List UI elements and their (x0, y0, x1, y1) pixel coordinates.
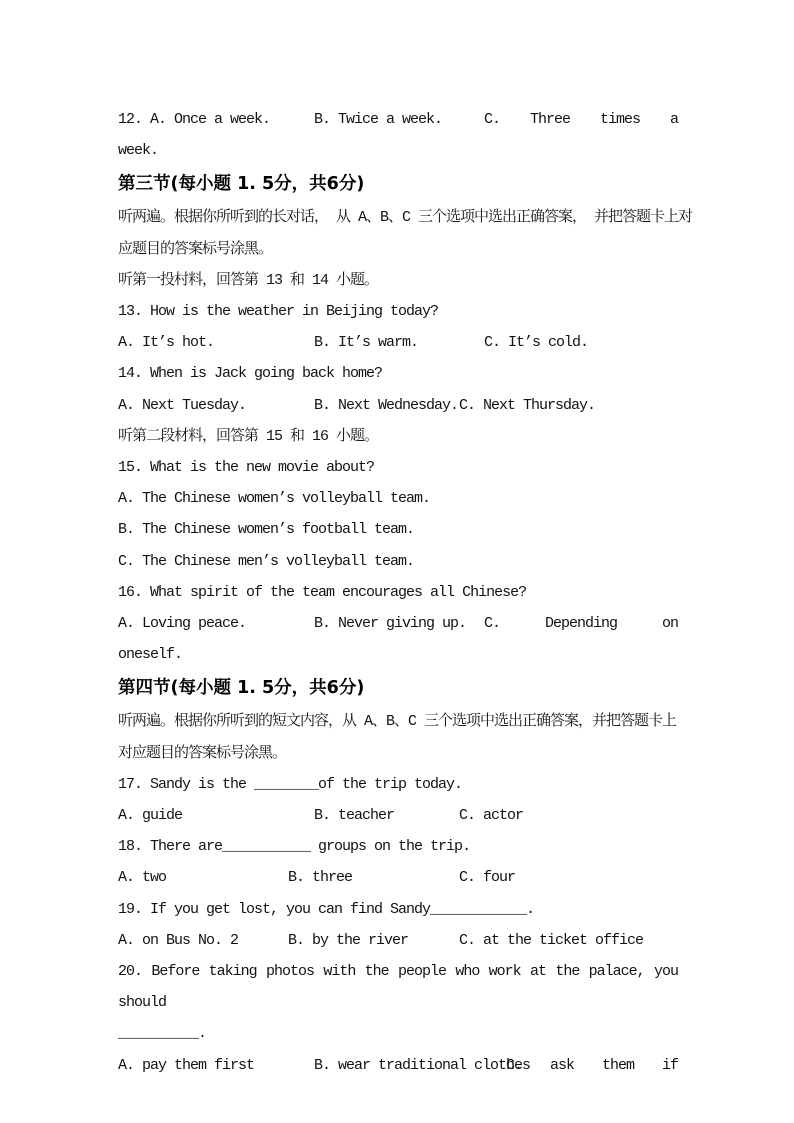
q14-option-b: B. Next Wednesday. (314, 396, 459, 414)
q19-option-a: A. on Bus No. 2 (118, 931, 239, 949)
q13-question: 13. How is the weather in Beijing today? (118, 303, 439, 321)
material1-intro: 听第一投村料，回答第 13 和 14 小题。 (118, 271, 379, 289)
q20-option-c: C. ask them if (506, 1056, 678, 1074)
q17-option-a: A. guide (118, 807, 183, 825)
q20-option-b: B. wear traditional clothes (314, 1056, 531, 1074)
section3-heading: 第三节(每小题 1. 5分，共6分) (118, 174, 365, 195)
q18-question: 18. There are___________ groups on the trip. (118, 838, 471, 856)
q18-option-c: C. four (459, 869, 516, 887)
q13-option-b: B. It’s warm. (314, 334, 419, 352)
q15-option-c: C. The Chinese men’s volleyball team. (118, 552, 415, 570)
q17-option-b: B. teacher (314, 807, 395, 825)
q19-options-row (118, 925, 678, 956)
q16-option-c-overflow: oneself. (118, 646, 183, 664)
q15-option-a: A. The Chinese women’s volleyball team. (118, 490, 431, 508)
q12-option-c-overflow: week. (118, 142, 159, 160)
exam-text-block (118, 104, 693, 1081)
q16-question: 16. What spirit of the team encourages all Chinese? (118, 583, 527, 601)
q20-question-blank-line: __________. (118, 1025, 207, 1043)
q17-options-row (118, 800, 678, 831)
q14-question: 14. When is Jack going back home? (118, 365, 383, 383)
q16-option-c: C. Depending on (484, 615, 678, 633)
q18-option-b: B. three (288, 869, 353, 887)
q12-options-row (118, 104, 678, 135)
section4-heading: 第四节(每小题 1. 5分，共6分) (118, 678, 365, 699)
q16-options-row (118, 608, 678, 639)
section4-instruction-1: 听两遍。根据你所听到的短文内容，从 A、B、C 三个选项中选出正确答案，并把答题卡上 (118, 713, 677, 731)
material2-intro: 听第二段材料，回答第 15 和 16 小题。 (118, 427, 379, 445)
q19-option-c: C. at the ticket office (459, 931, 644, 949)
section3-instruction-1: 听两遍。根据你所听到的长对话， 从 A、B、C 三个选项中选出正确答案， 并把答题卡上对 (118, 209, 693, 227)
q19-option-b: B. by the river (288, 931, 409, 949)
q17-option-c: C. actor (459, 807, 524, 825)
q20-option-a: A. pay them first (118, 1056, 255, 1074)
q20-question: 20. Before taking photos with the people who work at the palace, you should (118, 963, 678, 1012)
q16-option-b: B. Never giving up. (314, 615, 467, 633)
q15-question: 15. What is the new movie about? (118, 459, 375, 477)
q20-options-row (118, 1050, 678, 1081)
q13-options-row (118, 327, 678, 358)
section3-instruction-2: 应题目的答案标号涂黑。 (118, 240, 273, 258)
q17-question: 17. Sandy is the ________of the trip today. (118, 775, 463, 793)
q19-question: 19. If you get lost, you can find Sandy____________. (118, 900, 535, 918)
q16-option-a: A. Loving peace. (118, 615, 247, 633)
q18-options-row (118, 862, 678, 893)
q15-option-b: B. The Chinese women’s football team. (118, 521, 415, 539)
section4-instruction-2: 对应题目的答案标号涂黑。 (118, 744, 287, 762)
q14-option-c: C. Next Thursday. (459, 396, 596, 414)
q18-option-a: A. two (118, 869, 167, 887)
q14-option-a: A. Next Tuesday. (118, 396, 247, 414)
q12-option-b: B. Twice a week. (314, 111, 443, 128)
q12-option-c: C. Three times a (484, 111, 678, 128)
q14-options-row (118, 390, 678, 421)
q13-option-c: C. It’s cold. (484, 334, 589, 352)
q13-option-a: A. It’s hot. (118, 334, 215, 352)
q12-option-a: 12. A. Once a week. (118, 111, 271, 128)
